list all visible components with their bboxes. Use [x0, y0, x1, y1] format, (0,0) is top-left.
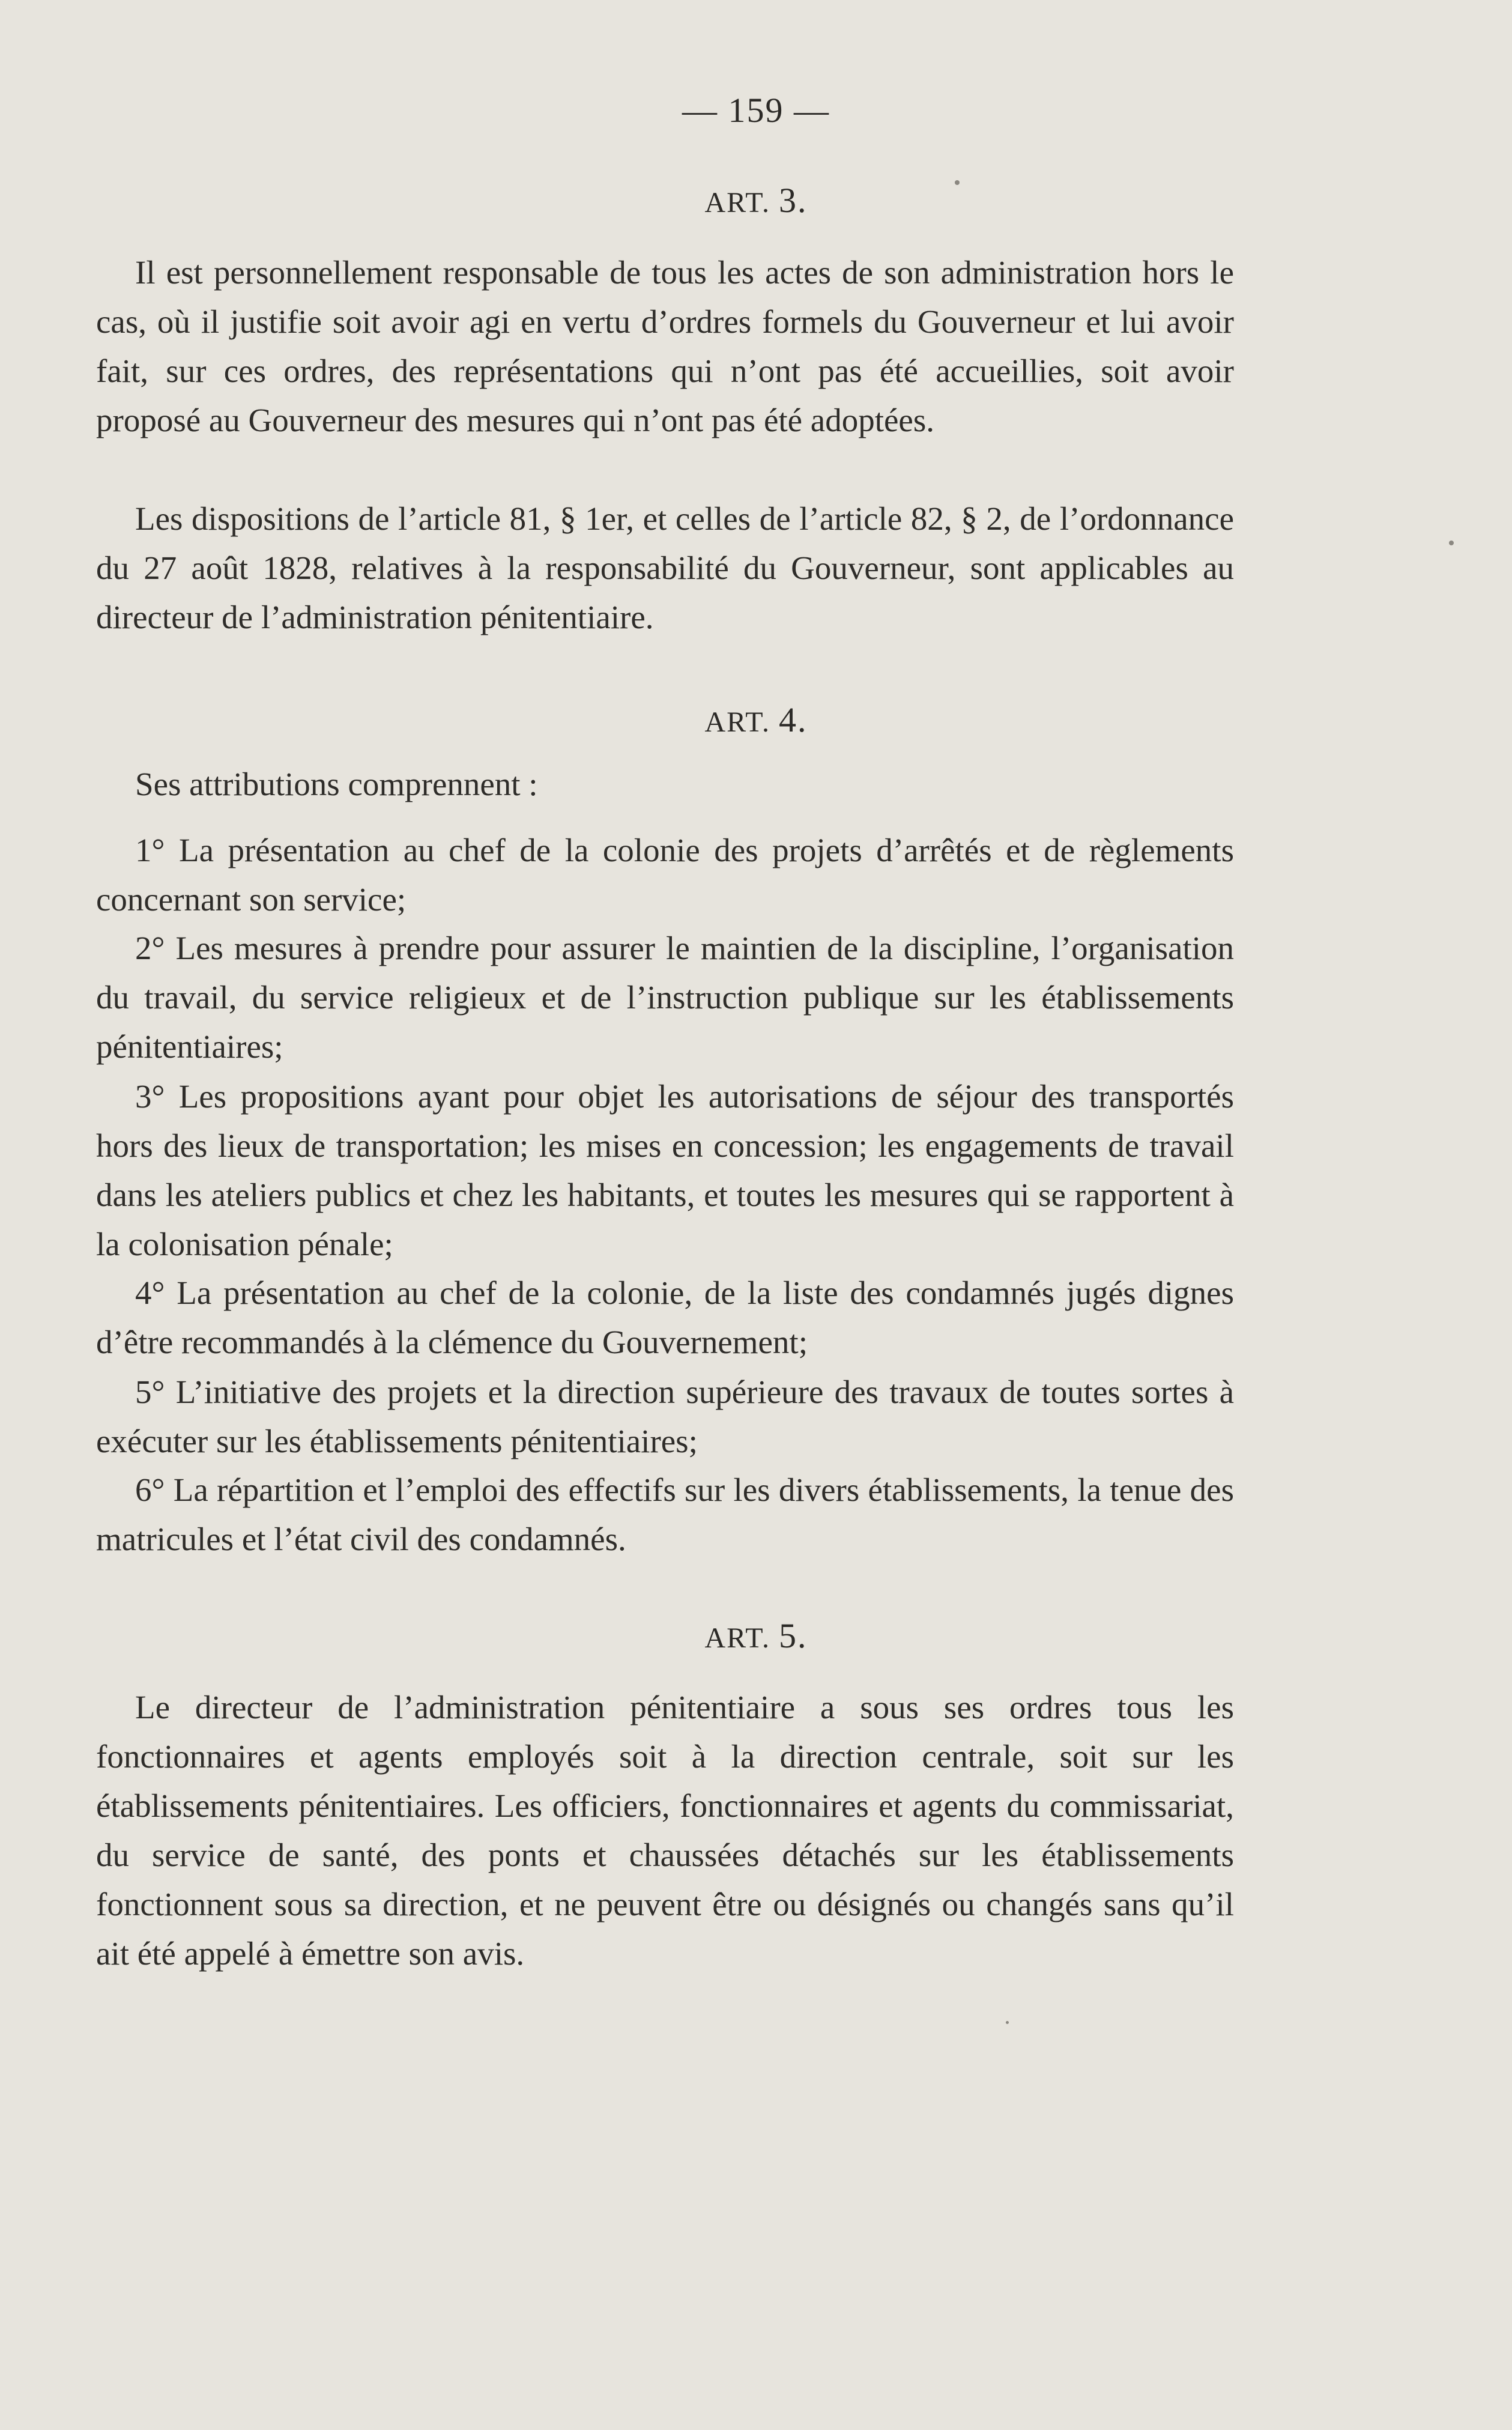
page-number: — 159 —: [682, 91, 830, 130]
article-4-paragraph-intro: Ses attributions comprennent :: [135, 766, 538, 802]
article-4-item-4: 4° La présentation au chef de la colonie, de la liste des condamnés jugés dignes d’être recommandés à la clémence du Gouvernement;: [96, 1274, 1234, 1360]
article-heading-prefix: ART.: [704, 706, 771, 738]
article-4-item-2: 2° Les mesures à prendre pour assurer le maintien de la discipline, l’organisation du travail, du service religieux et de l’instruction publique sur les établissements pénitentiaires;: [96, 930, 1234, 1065]
article-heading-prefix: ART.: [704, 187, 771, 219]
article-heading-number: 4.: [779, 700, 808, 739]
article-heading-number: 3.: [779, 181, 808, 220]
paper-speck: [1449, 541, 1454, 545]
paper-speck: [955, 180, 960, 185]
article-4-item-1: 1° La présentation au chef de la colonie des projets d’arrêtés et de règlements concernant son service;: [96, 832, 1234, 918]
article-5-paragraph-1: Le directeur de l’administration pénitentiaire a sous ses ordres tous les fonctionnaires et agents employés soit à la direction centrale, soit sur les établissements pénitentiaires. Les officiers, fonctionnaires et agents du commissariat, du service de santé, des ponts et chaussées détachés sur les établissements fonctionnent sous sa direction, et ne peuvent être ou désignés ou changés sans qu’il ait été appelé à émettre son avis.: [96, 1689, 1234, 1972]
article-4-item-3: 3° Les propositions ayant pour objet les autorisations de séjour des transportés hors des lieux de transportation; les mises en concession; les engagements de travail dans les ateliers publics et chez les habitants, et toutes les mesures qui se rapportent à la colonisation pénale;: [96, 1078, 1234, 1262]
article-4-item-6: 6° La répartition et l’emploi des effectifs sur les divers établissements, la tenue des matricules et l’état civil des condamnés.: [96, 1471, 1234, 1557]
article-3-heading: [0, 180, 1512, 220]
article-4-heading: [0, 700, 1512, 740]
article-3-paragraph-2: Les dispositions de l’article 81, § 1er, et celles de l’article 82, § 2, de l’ordonnance du 27 août 1828, relatives à la responsabilité du Gouverneur, sont applicables au directeur de l’administration pénitentiaire.: [96, 500, 1234, 635]
article-heading-prefix: ART.: [704, 1622, 771, 1654]
article-4-item-5: 5° L’initiative des projets et la direction supérieure des travaux de toutes sortes à exécuter sur les établissements pénitentiaires;: [96, 1374, 1234, 1459]
article-3-paragraph-1: Il est personnellement responsable de tous les actes de son administration hors le cas, où il justifie soit avoir agi en vertu d’ordres formels du Gouverneur et lui avoir fait, sur ces ordres, des représentations qui n’ont pas été accueillies, soit avoir proposé au Gouverneur des mesures qui n’ont pas été adoptées.: [96, 254, 1234, 438]
article-5-heading: [0, 1616, 1512, 1656]
paper-speck: [1006, 2021, 1009, 2024]
article-heading-number: 5.: [779, 1616, 808, 1655]
